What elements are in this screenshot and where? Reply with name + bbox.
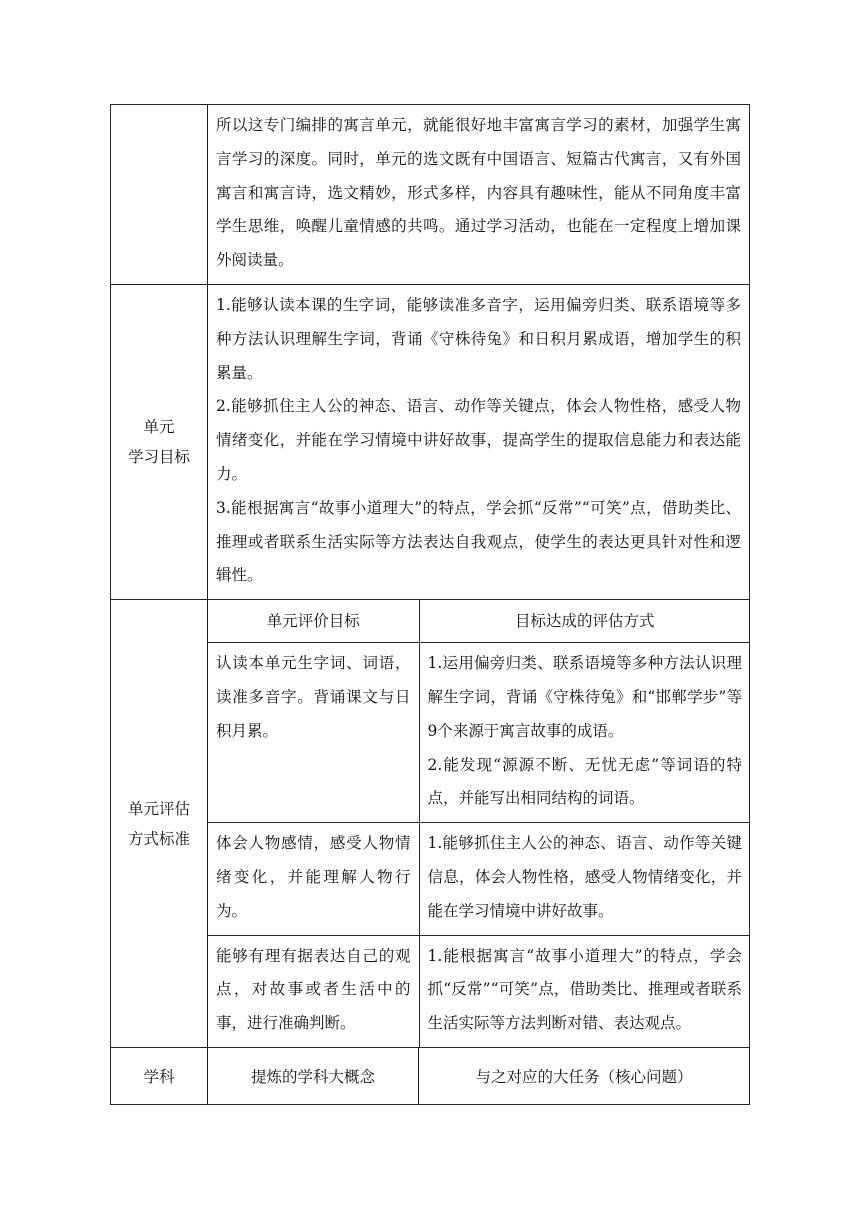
unit-goals-row xyxy=(111,284,750,599)
evaluation-label-line1: 单元评估 xyxy=(127,799,190,818)
evaluation-method-item: 1.运用偏旁归类、联系语境等多种方法认识理解生字词，背诵《守株待兔》和“邯郸学步”等9个来源于寓言故事的成语。 xyxy=(427,654,742,740)
big-task-header: 与之对应的大任务（核心问题） xyxy=(419,1047,750,1104)
unit-goals-label-line1: 单元 xyxy=(143,418,175,437)
evaluation-content xyxy=(208,600,750,1048)
evaluation-row-3 xyxy=(208,935,750,1047)
evaluation-methods xyxy=(419,823,750,935)
unit-plan-table xyxy=(110,104,750,1105)
evaluation-target: 认读本单元生字词、词语，读准多音字。背诵课文与日积月累。 xyxy=(208,643,419,823)
evaluation-methods xyxy=(419,643,750,823)
evaluation-row-1 xyxy=(208,643,750,823)
evaluation-header-target: 单元评价目标 xyxy=(208,600,419,643)
unit-goal-item: 1.能够认读本课的生字词，能够读准多音字，运用偏旁归类、联系语境等多种方法认识理解生字词，背诵《守株待兔》和日积月累成语，增加学生的积累量。 xyxy=(216,295,742,382)
subject-label: 学科 xyxy=(111,1047,208,1104)
unit-goals-label xyxy=(111,284,208,599)
evaluation-header-method: 目标达成的评估方式 xyxy=(419,600,750,643)
intro-paragraph: 所以这专门编排的寓言单元，就能很好地丰富寓言学习的素材，加强学生寓言学习的深度。同时，单元的选文既有中国语言、短篇古代寓言，又有外国寓言和寓言诗，选文精妙，形式多样，内容具有趣味性，能从不同角度丰富学生思维，唤醒儿童情感的共鸣。通过学习活动，也能在一定程度上增加课外阅读量。 xyxy=(208,105,750,285)
unit-goal-item: 2.能够抓住主人公的神态、语言、动作等关键点，体会人物性格，感受人物情绪变化，并能在学习情境中讲好故事，提高学生的提取信息能力和表达能力。 xyxy=(216,397,742,483)
subject-row xyxy=(111,1047,750,1104)
evaluation-table xyxy=(208,600,750,1047)
evaluation-row-2 xyxy=(208,823,750,935)
evaluation-label xyxy=(111,600,208,1048)
evaluation-target: 体会人物感情，感受人物情绪变化，并能理解人物行为。 xyxy=(208,823,419,935)
evaluation-method-item: 1.能根据寓言“故事小道理大”的特点，学会抓“反常”“可笑”点，借助类比、推理或者联系生活实际等方法判断对错、表达观点。 xyxy=(427,946,742,1033)
evaluation-header-row xyxy=(208,600,750,643)
intro-label-cell xyxy=(111,105,208,285)
big-concept-header: 提炼的学科大概念 xyxy=(208,1047,419,1104)
evaluation-method-item: 2.能发现“源源不断、无忧无虑”等词语的特点，并能写出相同结构的词语。 xyxy=(427,755,742,808)
evaluation-label-line2: 方式标准 xyxy=(127,829,190,848)
unit-goals-content xyxy=(208,284,750,599)
evaluation-method-item: 1.能够抓住主人公的神态、语言、动作等关键信息，体会人物性格，感受人物情绪变化，并能在学习情境中讲好故事。 xyxy=(427,834,742,920)
unit-goal-item: 3.能根据寓言“故事小道理大”的特点，学会抓“反常”“可笑”点，借助类比、推理或者联系生活实际等方法表达自我观点，使学生的表达更具针对性和逻辑性。 xyxy=(216,498,742,585)
evaluation-row xyxy=(111,600,750,1048)
evaluation-methods xyxy=(419,935,750,1047)
evaluation-target: 能够有理有据表达自己的观点，对故事或者生活中的事，进行准确判断。 xyxy=(208,935,419,1047)
unit-goals-label-line2: 学习目标 xyxy=(127,448,190,467)
intro-row xyxy=(111,105,750,285)
